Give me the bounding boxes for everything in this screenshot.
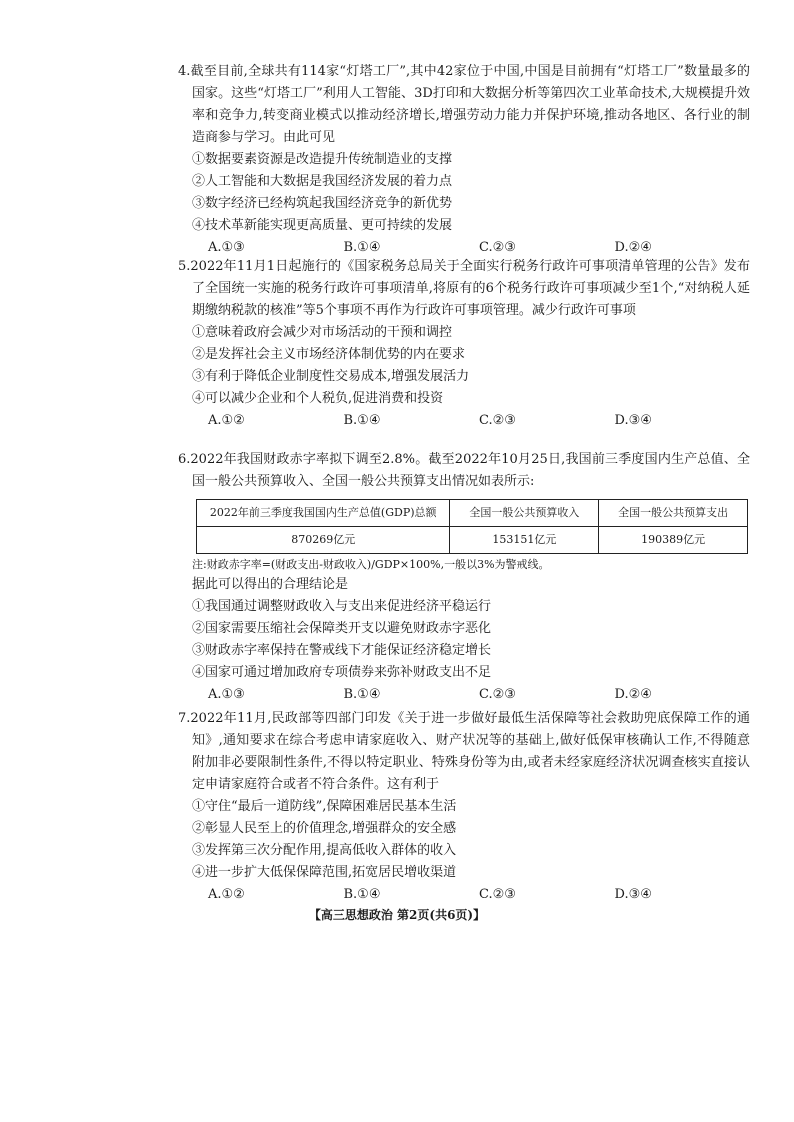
- option-2: ②是发挥社会主义市场经济体制优势的内在要求: [192, 347, 466, 362]
- choice-a: A.①②: [208, 887, 245, 902]
- choice-d: D.③④: [614, 887, 652, 902]
- choice-a: A.①②: [208, 413, 245, 428]
- option-1: ①我国通过调整财政收入与支出来促进经济平稳运行: [192, 599, 492, 614]
- choice-d: D.③④: [614, 413, 652, 428]
- question-4: [178, 61, 750, 259]
- option-1: ①数据要素资源是改造提升传统制造业的支撑: [192, 152, 453, 167]
- option-1: ①守住“最后一道防线”,保障困难居民基本生活: [192, 799, 457, 814]
- option-3: ③有利于降低企业制度性交易成本,增强发展活力: [192, 369, 470, 384]
- question-stem: 6.2022年我国财政赤字率拟下调至2.8%。截至2022年10月25日,我国前三季度国内生产总值、全国一般公共预算收入、全国一般公共预算支出情况如表所示:: [178, 452, 750, 489]
- table-header-cell: 2022年前三季度我国国内生产总值(GDP)总额: [197, 500, 450, 527]
- page-footer: 【高三思想政治 第2页(共6页)】: [308, 908, 486, 922]
- question-stem: 7.2022年11月,民政部等四部门印发《关于进一步做好最低生活保障等社会救助兜底保障工作的通知》,通知要求在综合考虑申请家庭收入、财产状况等的基础上,做好低保审核确认工作,不得随意附加非必要限制性条件,不得以特定职业、特殊身份等为由,或者未经家庭经济状况调查核实直接认定申请家庭符合或者不符合条件。这有利于: [178, 711, 750, 792]
- option-3: ③财政赤字率保持在警戒线下才能保证经济稳定增长: [192, 643, 492, 658]
- option-4: ④国家可通过增加政府专项债券来弥补财政支出不足: [192, 665, 492, 680]
- question-lead: 据此可以得出的合理结论是: [192, 577, 349, 592]
- option-1: ①意味着政府会减少对市场活动的干预和调控: [192, 325, 453, 340]
- question-stem: 4.截至目前,全球共有114家“灯塔工厂”,其中42家位于中国,中国是目前拥有“灯塔工厂”数量最多的国家。这些“灯塔工厂”利用人工智能、3D打印和大数据分析等第四次工业革命技术,大规模提升效率和竞争力,转变商业模式以推动经济增长,增强劳动力能力并保护环境,推动各地区、各行业的制造商参与学习。由此可见: [178, 64, 750, 145]
- table-header-cell: 全国一般公共预算收入: [450, 500, 599, 527]
- choice-d: D.②④: [614, 240, 652, 255]
- table-row: [197, 527, 748, 554]
- choice-c: C.②③: [479, 687, 516, 702]
- answer-choices: [178, 884, 750, 906]
- choice-b: B.①④: [343, 240, 381, 255]
- choice-b: B.①④: [343, 887, 381, 902]
- table-note: 注:财政赤字率=(财政支出-财政收入)/GDP×100%,一般以3%为警戒线。: [192, 558, 550, 571]
- table-cell: 870269亿元: [197, 527, 450, 554]
- question-5: [178, 256, 750, 432]
- choice-b: B.①④: [343, 687, 381, 702]
- choice-a: A.①③: [208, 687, 245, 702]
- table-cell: 153151亿元: [450, 527, 599, 554]
- table-header-row: [197, 500, 748, 527]
- table-cell: 190389亿元: [599, 527, 748, 554]
- answer-choices: [178, 684, 750, 706]
- option-3: ③数字经济已经构筑起我国经济竞争的新优势: [192, 196, 453, 211]
- option-2: ②人工智能和大数据是我国经济发展的着力点: [192, 174, 453, 189]
- option-2: ②彰显人民至上的价值理念,增强群众的安全感: [192, 821, 457, 836]
- question-7: [178, 708, 750, 906]
- fiscal-table: [196, 499, 748, 554]
- option-4: ④进一步扩大低保保障范围,拓宽居民增收渠道: [192, 865, 457, 880]
- choice-b: B.①④: [343, 413, 381, 428]
- choice-d: D.②④: [614, 687, 652, 702]
- choice-c: C.②③: [479, 413, 516, 428]
- option-4: ④技术革新能实现更高质量、更可持续的发展: [192, 218, 453, 233]
- question-stem: 5.2022年11月1日起施行的《国家税务总局关于全面实行税务行政许可事项清单管理的公告》发布了全国统一实施的税务行政许可事项清单,将原有的6个税务行政许可事项减少至1个,“对纳税人延期缴纳税款的核准”等5个事项不再作为行政许可事项管理。减少行政许可事项: [178, 259, 750, 318]
- option-4: ④可以减少企业和个人税负,促进消费和投资: [192, 391, 444, 406]
- choice-a: A.①③: [208, 240, 245, 255]
- option-3: ③发挥第三次分配作用,提高低收入群体的收入: [192, 843, 457, 858]
- option-2: ②国家需要压缩社会保障类开支以避免财政赤字恶化: [192, 621, 492, 636]
- table-header-cell: 全国一般公共预算支出: [599, 500, 748, 527]
- answer-choices: [178, 410, 750, 432]
- choice-c: C.②③: [479, 887, 516, 902]
- choice-c: C.②③: [479, 240, 516, 255]
- question-6: [178, 449, 750, 706]
